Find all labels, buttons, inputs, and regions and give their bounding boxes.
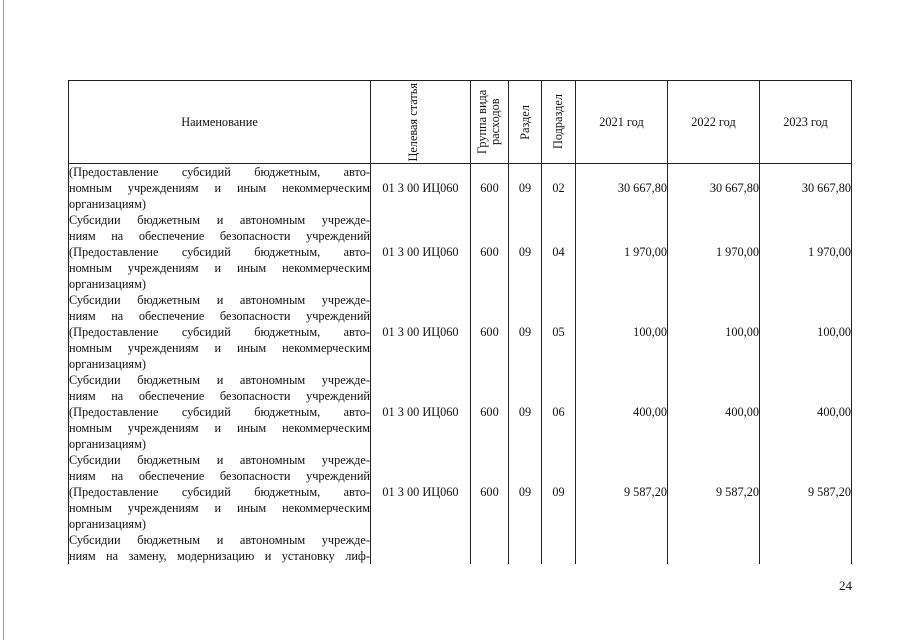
row-subsection: 09 <box>542 452 576 532</box>
header-expense-group <box>471 81 509 164</box>
row-value-2023 <box>760 532 852 564</box>
row-value-2023: 1 970,00 <box>760 212 852 292</box>
row-value-2022: 1 970,00 <box>668 212 760 292</box>
header-2022: 2022 год <box>668 81 760 164</box>
row-value-2022: 30 667,80 <box>668 164 760 213</box>
row-name-line: Субсидии бюджетным и автономным учрежде- <box>69 373 370 387</box>
row-value-2021 <box>576 532 668 564</box>
row-value-2022 <box>668 532 760 564</box>
row-name-line: (Предоставление субсидий бюджетным, авто- <box>69 165 370 179</box>
row-name-line: ниям на обеспечение безопасности учреждений <box>69 469 370 483</box>
table-row <box>69 164 852 213</box>
header-subsection-label: Подраздел <box>551 94 565 150</box>
row-section: 09 <box>509 164 542 213</box>
row-target-article: 01 3 00 ИЦ060 <box>371 452 471 532</box>
row-name-line: номным учреждениям и иным некоммерческим <box>69 341 370 355</box>
row-value-2022: 9 587,20 <box>668 452 760 532</box>
row-name-line: организациям) <box>69 437 146 451</box>
row-name-line: номным учреждениям и иным некоммерческим <box>69 181 370 195</box>
row-expense-group: 600 <box>471 212 509 292</box>
row-value-2021: 1 970,00 <box>576 212 668 292</box>
row-value-2022: 400,00 <box>668 372 760 452</box>
row-name-line: Субсидии бюджетным и автономным учрежде- <box>69 213 370 227</box>
row-name-cell <box>69 164 371 213</box>
row-target-article: 01 3 00 ИЦ060 <box>371 292 471 372</box>
table-row <box>69 532 852 564</box>
row-value-2023: 100,00 <box>760 292 852 372</box>
row-target-article: 01 3 00 ИЦ060 <box>371 372 471 452</box>
row-name-line: Субсидии бюджетным и автономным учрежде- <box>69 293 370 307</box>
row-value-2023: 9 587,20 <box>760 452 852 532</box>
header-target-article <box>371 81 471 164</box>
row-expense-group: 600 <box>471 372 509 452</box>
row-value-2021: 30 667,80 <box>576 164 668 213</box>
row-name-line: (Предоставление субсидий бюджетным, авто- <box>69 245 370 259</box>
row-section: 09 <box>509 372 542 452</box>
row-target-article: 01 3 00 ИЦ060 <box>371 164 471 213</box>
row-name-line: ниям на обеспечение безопасности учреждений <box>69 389 370 403</box>
row-name-line: ниям на обеспечение безопасности учреждений <box>69 229 370 243</box>
budget-table <box>68 80 852 564</box>
row-name-line: Субсидии бюджетным и автономным учрежде- <box>69 533 370 547</box>
row-name-line: номным учреждениям и иным некоммерческим <box>69 421 370 435</box>
row-name-line: ниям на обеспечение безопасности учреждений <box>69 309 370 323</box>
row-name-line: организациям) <box>69 277 146 291</box>
row-subsection: 06 <box>542 372 576 452</box>
row-subsection: 02 <box>542 164 576 213</box>
header-subsection <box>542 81 576 164</box>
row-name-line: организациям) <box>69 197 146 211</box>
row-expense-group <box>471 532 509 564</box>
header-target-article-label: Целевая статья <box>405 82 420 162</box>
row-value-2022: 100,00 <box>668 292 760 372</box>
row-name-line: организациям) <box>69 357 146 371</box>
header-section-label: Раздел <box>517 104 532 140</box>
row-section: 09 <box>509 292 542 372</box>
row-expense-group: 600 <box>471 292 509 372</box>
page-number: 24 <box>839 578 852 593</box>
row-value-2021: 400,00 <box>576 372 668 452</box>
row-name-cell <box>69 212 371 292</box>
row-subsection: 04 <box>542 212 576 292</box>
row-name-line: Субсидии бюджетным и автономным учрежде- <box>69 453 370 467</box>
row-expense-group: 600 <box>471 452 509 532</box>
row-target-article <box>371 532 471 564</box>
header-section <box>509 81 542 164</box>
row-name-cell <box>69 372 371 452</box>
page-edge-line <box>3 0 4 640</box>
table-row <box>69 452 852 532</box>
row-name-line: организациям) <box>69 517 146 531</box>
header-row <box>69 81 852 164</box>
row-section <box>509 532 542 564</box>
row-value-2023: 30 667,80 <box>760 164 852 213</box>
table-row <box>69 372 852 452</box>
row-value-2021: 100,00 <box>576 292 668 372</box>
header-expense-group-label: Группа вида расходов <box>474 89 502 155</box>
row-target-article: 01 3 00 ИЦ060 <box>371 212 471 292</box>
row-value-2021: 9 587,20 <box>576 452 668 532</box>
row-name-line: номным учреждениям и иным некоммерческим <box>69 261 370 275</box>
row-name-cell <box>69 292 371 372</box>
table-row <box>69 292 852 372</box>
row-name-line: номным учреждениям и иным некоммерческим <box>69 501 370 515</box>
row-name-line: ниям на замену, модернизацию и установку лиф- <box>69 549 370 563</box>
header-2023: 2023 год <box>760 81 852 164</box>
row-name-cell <box>69 452 371 532</box>
row-section: 09 <box>509 212 542 292</box>
table-row <box>69 212 852 292</box>
row-section: 09 <box>509 452 542 532</box>
header-2021: 2021 год <box>576 81 668 164</box>
table-body <box>69 164 852 565</box>
row-value-2023: 400,00 <box>760 372 852 452</box>
row-subsection <box>542 532 576 564</box>
row-name-cell <box>69 532 371 564</box>
row-subsection: 05 <box>542 292 576 372</box>
row-name-line: (Предоставление субсидий бюджетным, авто- <box>69 325 370 339</box>
row-expense-group: 600 <box>471 164 509 213</box>
row-name-line: (Предоставление субсидий бюджетным, авто- <box>69 405 370 419</box>
row-name-line: (Предоставление субсидий бюджетным, авто- <box>69 485 370 499</box>
header-name: Наименование <box>69 81 371 164</box>
